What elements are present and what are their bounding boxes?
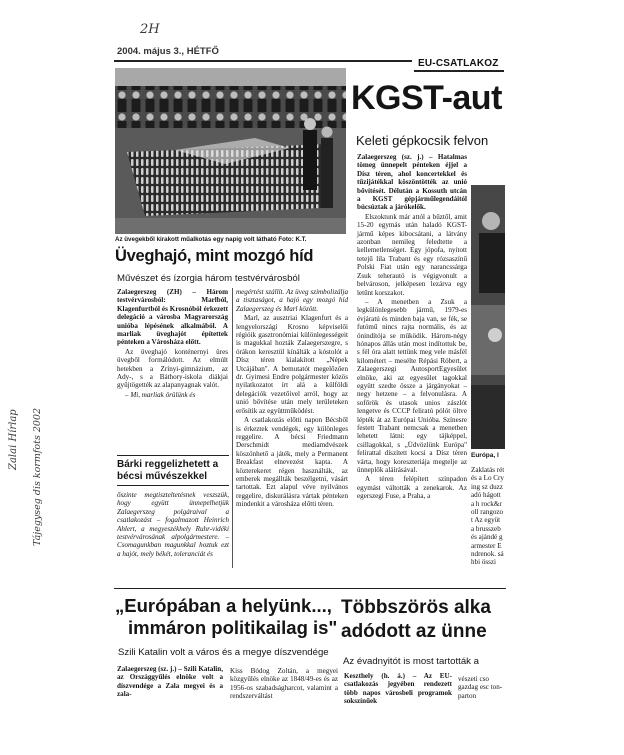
kgst-article-subtitle: Keleti gépkocsik felvon xyxy=(356,133,489,148)
glass-article-title: Üveghajó, mint mozgó híd xyxy=(115,247,314,265)
glass-article-col2 xyxy=(236,288,348,510)
column-divider xyxy=(232,288,233,568)
vienna-top-rule xyxy=(117,455,229,456)
header-section: EU-CSATLAKOZ xyxy=(418,58,499,69)
right-sliver-text: Zaklatás rét és a Lo Crying sz duzzadó hágott a h rock&roll rangozot Az együt a brusszeb és ajándé garmester Endrenok. sáhbi összi xyxy=(471,466,505,567)
amateur-article-subtitle: Az évadnyitót is most tartották a xyxy=(343,656,479,667)
glass-ship-caption: Az üvegekből kirakott műalkotás egy napig volt látható Foto: K.T. xyxy=(115,236,307,243)
kgst-paragraph: A téren felépített színpadon egymást váltották a zenekarok. Az egerszegi Fuse, a Praha, a xyxy=(357,475,467,501)
amateur-article-title-line2: adódott az ünne xyxy=(341,621,487,642)
vienna-article-title: Bárki reggelizhetett a bécsi művészekkel xyxy=(117,459,219,482)
europe-article-col2: Kiss Bódog Zoltán, a megyei közgyűlés elnöke az 1848/49-es és az 1956-os szabadságharcot, valamint a rendszerváltást xyxy=(230,667,338,701)
handwritten-page-mark: 2H xyxy=(140,22,160,37)
glass-paragraph: A csatlakozás előtti napon Bécsből is érkeztek vendégek, egy különleges reggelire. A bécsi Friedmann Derschmidt mediamdvészek köszönhető a játék, mely a Permanent Breakfast elnevezést kapta. A közterekeret régen használták, az emberek megállták beszélgetni, vásárt tartottak. Ezt alapul véve nyilvános reggelire, diskurálásra vártak pénteken mindenkit a városháza előtti téren. xyxy=(236,416,348,509)
glass-ship-image xyxy=(115,68,346,234)
vienna-bottom-rule xyxy=(117,485,229,486)
europe-article-subtitle: Szili Katalin volt a város és a megye díszvendége xyxy=(118,647,329,658)
glass-paragraph: megértést szállít. Az üveg szimbolizálja a tisztaságot, a hajó egy mozgó híd Zalaegerszeg és Marl között. xyxy=(236,288,348,313)
glass-article-subtitle: Művészet és ízorgia három testvérvárosból xyxy=(117,273,300,284)
kgst-paragraph: – A menetben a Zsuk a legkülönlegesebb jármű, 1979-es évjáratú és minden baja van, se fék, se futómű nincs rajta normális, és az önindítója se működik. Három-négy hónapos állás után most indítottuk be, s fél óra alatt tettünk meg vele másfél kilométert – mesélte Répási Róbert, a Zalaegerszegi AutosportEgyesület elnöke, aki az egyesület tagokkal együtt szedte össze a járgányokat – negy hetzene – a felvonulásra. A sofőrök és utasok unios zászlót lengetve és CCCP feliratú pólót öltve lépték át az Európai Unióba. Színesre festett Trabant nemcsak a menetben lehetett látni: egy tájképpel, csillagokkal, s „Üdvözlünk Európa" felirattal díszített kocsi a Dísz téren várta, hogy koreszteriája megtelje az ünneplők aláírásával. xyxy=(357,297,467,475)
header-rule xyxy=(114,60,412,62)
header-date: 2004. május 3., HÉTFŐ xyxy=(117,46,219,57)
handwritten-margin-line2: Tájegyseg dis kormfots 2002 xyxy=(32,407,43,546)
kgst-paragraph: Elszoktunk már attól a bűztől, amit 15-20 egymás után haladó KGST-jármű képes kibocsátani, a látvány azonban nemileg feledtette a kellemetlenséget. Egy jópofa, nyitott tetejű lila Trabant és egy rózsaszínű Polski Fiat után egy narancssárga Zsuk teherautó is végigvonult a belvároson, jelképesen lezárva egy letűnt korszakot. xyxy=(357,212,467,297)
glass-paragraph: Marl, az ausztriai Klagenfurt és a lengyelországi Krosno képviselői régióik gasztronómiai különlegességeit is magukkal hozták Zalaegerszegre, s órákon keresztül kínálták a kóstolót a Dísz téren kialakított „Népek Utcájában". A bemutatót megelőzően dr. Gyimesi Endre polgármester közös nyilatkozatot írt alá a külföldi delegációk vezetőivel arról, hogy az unió bővítése után mely területeken erősítik az együttműködést. xyxy=(236,314,348,415)
header-rule-right xyxy=(414,70,504,72)
kgst-article-col1 xyxy=(357,153,467,502)
kgst-paragraph: Zalaegerszeg (sz. j.) – Hatalmas tömeg ünnepelt pénteken éjjel a Dísz téren, ahol koncertekkel és tűzijátékkal köszöntötték az unió bővítését. Délután a Kossuth utcán a KGST gépjárműlegendáitól búcsúztak a járókelők. xyxy=(357,153,467,212)
lower-section-rule xyxy=(114,588,506,589)
amateur-article-col2: vészeti cso gazdag esc ton-parton xyxy=(458,675,503,700)
europe-article-title-line1: „Európában a helyünk..., xyxy=(115,595,332,616)
kgst-photo-caption: Európa, l xyxy=(471,452,499,459)
europe-article-col1: Zalaegerszeg (sz. j.) – Szili Katalin, az Országgyűlés elnöke volt a díszvendége a Zala megyei és a zala- xyxy=(117,665,223,699)
glass-paragraph: Az üveghajó konténernyi üres üvegből formálódott. Az elmúlt hetekben a Zrínyi-gimnázium, az Ady-, s a Báthory-iskola diákjai gyűjtögették az alapanyagnak valót. xyxy=(117,347,228,390)
glass-paragraph: – Mi, marliak örülünk és xyxy=(125,390,196,399)
handwritten-margin-line1: Zalai Hírlap xyxy=(8,409,19,470)
glass-ship-photo xyxy=(115,68,346,234)
amateur-article-title-line1: Többszörös alka xyxy=(341,597,491,618)
kgst-article-title: KGST-aut xyxy=(351,79,502,117)
kgst-photo xyxy=(471,185,505,449)
vienna-article-body: őszinte megtiszteltetésnek veszszük, hogy együtt ünnepelhetjük Zalaegerszeg polgáraival a csatlakozást – fogalmazott Heinrich Ahlert, a megyeszékhely Ruhr-vidéki testvérvárosának alpolgármestere. – Csomagunkban magunkkal hoztuk ezt a hajót, mely békét, toleranciát és xyxy=(117,491,229,558)
glass-paragraph: Zalaegerszeg (ZH) – Három testvérvárosból: Marlból, Klagenfurtból és Krosnóból érkezett delegáció a városba Magyarország unióba lépésének alkalmából. A marliak üveghajót építettek pénteken a Városháza előtt. xyxy=(117,288,228,347)
kgst-car-image xyxy=(471,185,505,449)
amateur-article-col1: Keszthely (h. á.) – Az EU-csatlakozás jegyében rendezett több napos városbeli programok sokszínűek xyxy=(344,672,452,706)
glass-article-col1 xyxy=(117,288,228,400)
europe-article-title-line2: immáron politikailag is" xyxy=(128,617,338,638)
